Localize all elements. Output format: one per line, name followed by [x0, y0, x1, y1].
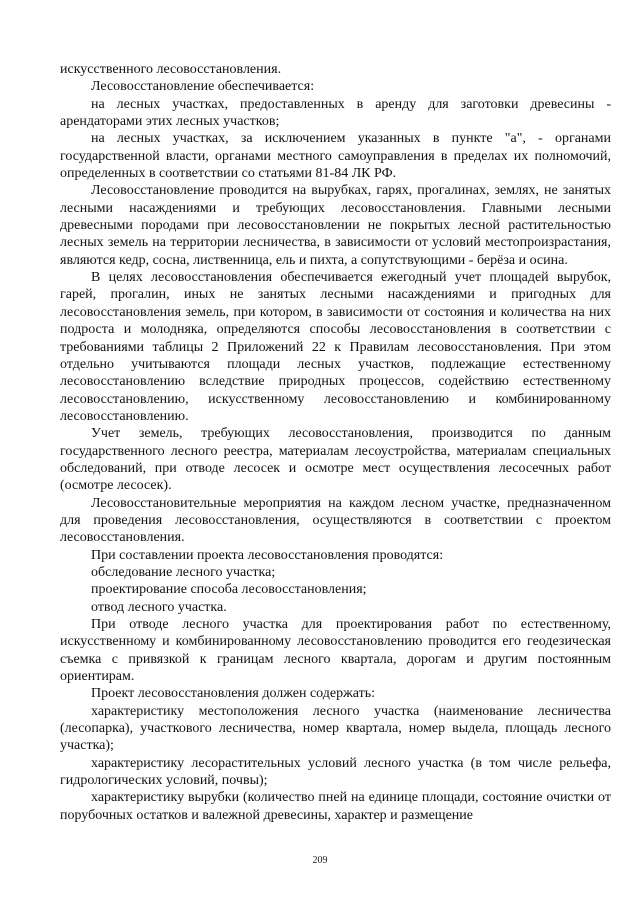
- paragraph: характеристику местоположения лесного участка (наименование лесничества (лесопарка), участкового лесничества, номер квартала, номер выдела, площадь лесного участка);: [60, 703, 611, 754]
- paragraph: характеристику лесорастительных условий лесного участка (в том числе рельефа, гидрологических условий, почвы);: [60, 755, 611, 789]
- paragraph: Лесовосстановление обеспечивается:: [91, 79, 315, 95]
- paragraph: на лесных участках, за исключением указанных в пункте "а", - органами государственной власти, органами местного самоуправления в пределах их полномочий, определенных в соответствии со статьями 81-84 ЛК РФ.: [60, 131, 611, 182]
- paragraph: отвод лесного участка.: [91, 599, 227, 615]
- paragraph: В целях лесовосстановления обеспечивается ежегодный учет площадей вырубок, гарей, прогалин, иных не занятых лесными насаждениями и пригодных для лесовосстановления земель, при котором, в зависимости от состояния и количества на них подроста и молодняка, определяются способы лесовосстановления в соответствии с требованиями таблицы 2 Приложений 22 к Правилам лесовосстановления. При этом отдельно учитываются площади лесных участков, подлежащие естественному лесовосстановлению вследствие природных процессов, содействию естественному лесовосстановлению, искусственному лесовосстановлению и комбинированному лесовосстановлению.: [60, 270, 611, 424]
- paragraph: искусственного лесовосстановления.: [60, 62, 282, 77]
- paragraph: При составлении проекта лесовосстановления проводятся:: [91, 547, 444, 563]
- paragraph: характеристику вырубки (количество пней на единице площади, состояние очистки от порубочных остатков и валежной древесины, характер и размещение: [60, 790, 611, 823]
- paragraph: Лесовосстановительные мероприятия на каждом лесном участке, предназначенном для проведения лесовосстановления, осуществляются в соответствии с проектом лесовосстановления.: [60, 495, 611, 546]
- paragraph: на лесных участках, предоставленных в аренду для заготовки древесины - арендаторами этих лесных участков;: [60, 96, 611, 130]
- document-body: [60, 61, 611, 824]
- page-number: 209: [312, 855, 328, 866]
- paragraph: Проект лесовосстановления должен содержать:: [91, 686, 376, 702]
- paragraph: Лесовосстановление проводится на вырубках, гарях, прогалинах, землях, не занятых лесными насаждениями и требующих лесовосстановления. Главными лесными древесными породами при лесовосстановлении не покрытых лесной растительностью лесных земель на территории лесничества, в зависимости от условий местопроизрастания, являются кедр, сосна, лиственница, ель и пихта, а сопутствующими - берёза и осина.: [60, 183, 611, 268]
- paragraph: проектирование способа лесовосстановления;: [91, 582, 367, 598]
- paragraph: При отводе лесного участка для проектирования работ по естественному, искусственному и комбинированному лесовосстановлению проводится его геодезическая съемка с привязкой к границам лесного квартала, дорогам и другим постоянным ориентирам.: [60, 617, 611, 685]
- paragraph: обследование лесного участка;: [91, 564, 276, 580]
- paragraph: Учет земель, требующих лесовосстановления, производится по данным государственного лесного реестра, материалам лесоустройства, материалам специальных обследований, при отводе лесосек и осмотре мест осуществления лесосечных работ (осмотре лесосек).: [60, 426, 611, 494]
